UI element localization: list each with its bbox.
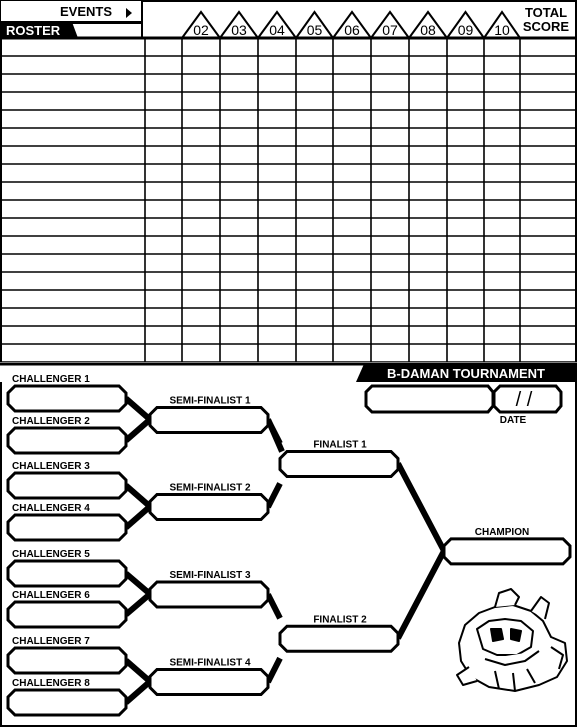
semi-finalist-field-1[interactable] — [150, 408, 268, 433]
challenger-label-6: CHALLENGER 6 — [12, 590, 90, 601]
event-number: 02 — [193, 22, 209, 38]
semi-finalist-field-3[interactable] — [150, 582, 268, 607]
event-number: 04 — [269, 22, 285, 38]
roster-name-cell[interactable] — [2, 237, 144, 253]
challenger-field-7[interactable] — [8, 648, 126, 673]
roster-name-cell[interactable] — [2, 57, 144, 73]
roster-name-cell[interactable] — [2, 219, 144, 235]
challenger-label-4: CHALLENGER 4 — [12, 503, 90, 514]
total-score-label-1: TOTAL — [524, 5, 568, 20]
semi-finalist-label-3: SEMI-FINALIST 3 — [169, 570, 251, 581]
finalist-label-1: FINALIST 1 — [313, 439, 367, 451]
event-number: 03 — [231, 22, 247, 38]
finalist-field-2[interactable] — [280, 626, 398, 651]
semi-finalist-label-2: SEMI-FINALIST 2 — [169, 482, 251, 494]
roster-name-cell[interactable] — [2, 147, 144, 163]
finalist-label-2: FINALIST 2 — [313, 614, 367, 626]
event-number: 10 — [494, 22, 510, 38]
roster-name-cell[interactable] — [2, 75, 144, 91]
roster-name-cell[interactable] — [2, 255, 144, 271]
challenger-label-8: CHALLENGER 8 — [12, 678, 90, 689]
events-label: EVENTS — [60, 4, 113, 19]
champion-label: CHAMPION — [474, 526, 530, 538]
roster-name-cell[interactable] — [2, 309, 144, 325]
challenger-label-7: CHALLENGER 7 — [12, 636, 90, 647]
challenger-field-6[interactable] — [8, 602, 126, 627]
roster-name-cell[interactable] — [2, 291, 144, 307]
challenger-field-1[interactable] — [8, 386, 126, 411]
semi-finalist-field-2[interactable] — [150, 495, 268, 520]
challenger-field-8[interactable] — [8, 690, 126, 715]
roster-name-cell[interactable] — [2, 93, 144, 109]
roster-name-cell[interactable] — [2, 129, 144, 145]
challenger-field-2[interactable] — [8, 428, 126, 453]
challenger-label-1: CHALLENGER 1 — [12, 374, 90, 385]
semi-finalist-label-1: SEMI-FINALIST 1 — [169, 395, 251, 407]
challenger-label-5: CHALLENGER 5 — [12, 549, 90, 560]
semi-finalist-field-4[interactable] — [150, 670, 268, 695]
event-number: 09 — [457, 22, 474, 38]
challenger-field-3[interactable] — [8, 473, 126, 498]
event-number: 08 — [420, 22, 436, 38]
roster-name-cell[interactable] — [2, 345, 144, 361]
challenger-field-4[interactable] — [8, 515, 126, 540]
total-score-label-2: SCORE — [522, 19, 570, 34]
roster-name-cell[interactable] — [2, 183, 144, 199]
roster-name-cell[interactable] — [2, 201, 144, 217]
date-placeholder: / / — [515, 389, 533, 411]
finalist-field-1[interactable] — [280, 452, 398, 477]
event-number: 07 — [382, 22, 398, 38]
event-number: 06 — [344, 22, 360, 38]
date-label: DATE — [499, 415, 527, 426]
roster-label: ROSTER — [6, 23, 61, 38]
event-number: 05 — [306, 22, 323, 38]
challenger-label-3: CHALLENGER 3 — [12, 461, 90, 472]
roster-name-cell[interactable] — [2, 273, 144, 289]
champion-field[interactable] — [444, 539, 570, 564]
tournament-title: B-DAMAN TOURNAMENT — [387, 366, 545, 381]
challenger-field-5[interactable] — [8, 561, 126, 586]
semi-finalist-label-4: SEMI-FINALIST 4 — [169, 657, 251, 669]
roster-name-cell[interactable] — [2, 39, 144, 55]
tournament-name-field[interactable] — [366, 386, 493, 412]
roster-name-cell[interactable] — [2, 111, 144, 127]
challenger-label-2: CHALLENGER 2 — [12, 416, 90, 427]
roster-name-cell[interactable] — [2, 327, 144, 343]
roster-name-cell[interactable] — [2, 165, 144, 181]
